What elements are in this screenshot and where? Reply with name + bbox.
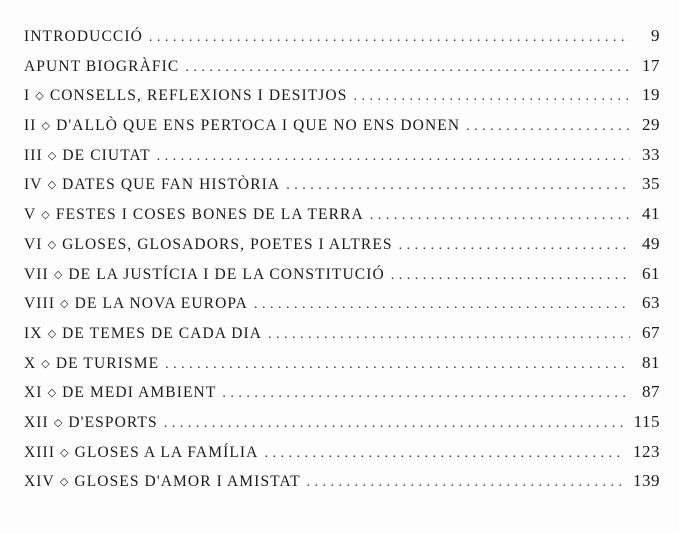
toc-entry-title [24,295,248,313]
chapter-title: DE CIUTAT [62,146,151,164]
toc-entry-title [24,87,347,105]
chapter-title: APUNT BIOGRÀFIC [24,57,180,75]
chapter-number: VIII [24,295,56,313]
toc-entry-title [24,117,460,135]
page-number: 9 [651,26,660,45]
toc-entry-title [24,58,179,76]
chapter-title: DE TEMES DE CADA DIA [62,324,263,342]
toc-entry [24,204,660,234]
page-number: 67 [642,322,660,342]
toc-entry-title [24,206,364,224]
diamond-separator-icon: ◇ [60,298,70,311]
toc-entry-title [24,147,151,165]
dot-leader [391,268,630,284]
chapter-title: GLOSES A LA FAMÍLIA [74,443,259,461]
diamond-separator-icon: ◇ [41,357,51,370]
toc-entry [24,382,660,412]
toc-entry [24,471,660,501]
toc-entry [24,174,660,204]
dot-leader [164,416,626,432]
toc-entry-title [24,414,158,432]
chapter-number: XI [24,384,43,402]
page-number: 81 [642,352,660,372]
chapter-title: INTRODUCCIÓ [24,28,143,45]
page-number: 63 [642,293,660,313]
toc-entry [24,234,660,264]
toc-entry [24,293,660,323]
dot-leader [165,357,630,373]
toc-entry [24,264,660,294]
dot-leader [185,60,630,76]
dot-leader [264,446,625,462]
diamond-separator-icon: ◇ [53,268,64,281]
toc-entry-title [24,444,258,462]
toc-entry [24,85,660,115]
toc-entry-title [24,236,393,254]
dot-leader [268,327,630,343]
diamond-separator-icon: ◇ [53,416,64,429]
diamond-separator-icon: ◇ [47,238,58,251]
diamond-separator-icon: ◇ [47,387,58,400]
chapter-title: DE LA NOVA EUROPA [74,295,248,313]
chapter-title: CONSELLS, REFLEXIONS I DESITJOS [49,87,348,105]
chapter-title: DATES QUE FAN HISTÒRIA [62,176,281,194]
dot-leader [222,386,630,402]
dot-leader [466,119,630,135]
toc-entry [24,115,660,145]
toc-entry-title [24,266,385,284]
chapter-number: VI [24,235,43,253]
page-number: 35 [642,174,660,194]
page-number: 123 [633,441,660,461]
page-number: 29 [642,115,660,135]
page-number: 115 [633,411,660,431]
toc-entry-title [24,384,216,402]
diamond-separator-icon: ◇ [59,476,70,489]
page-number: 61 [642,263,660,283]
chapter-number: V [24,206,37,224]
chapter-title: FESTES I COSES BONES DE LA TERRA [55,206,364,224]
toc-entry-title [24,176,280,194]
chapter-title: DE TURISME [55,354,160,372]
chapter-title: GLOSES D'AMOR I AMISTAT [74,473,301,491]
chapter-number: XIV [24,473,55,491]
page-number: 17 [642,55,660,75]
table-of-contents [24,26,660,501]
chapter-title: DE LA JUSTÍCIA I DE LA CONSTITUCIÓ [68,265,385,283]
page-number: 139 [633,471,660,491]
dot-leader [149,30,630,46]
chapter-number: I [24,87,31,105]
chapter-title: D'ESPORTS [68,413,158,431]
toc-entry [24,56,660,86]
chapter-number: III [24,146,43,164]
diamond-separator-icon: ◇ [60,446,70,459]
page-number: 19 [642,85,660,105]
toc-entry [24,323,660,353]
diamond-separator-icon: ◇ [41,209,51,222]
diamond-separator-icon: ◇ [47,149,58,162]
dot-leader [399,238,630,254]
diamond-separator-icon: ◇ [35,90,45,103]
toc-entry-title [24,325,262,343]
chapter-number: IX [24,324,43,342]
diamond-separator-icon: ◇ [41,120,52,133]
chapter-number: X [24,354,37,372]
chapter-number: XII [24,413,49,431]
toc-entry [24,353,660,383]
chapter-title: DE MEDI AMBIENT [62,384,217,402]
toc-entry-title [24,355,159,373]
chapter-number: VII [24,265,49,283]
chapter-title: GLOSES, GLOSADORS, POETES I ALTRES [62,235,393,253]
page-number: 33 [642,144,660,164]
dot-leader [254,297,630,313]
diamond-separator-icon: ◇ [47,327,58,340]
page-number: 87 [642,382,660,402]
page-number: 49 [642,233,660,253]
dot-leader [370,208,630,224]
diamond-separator-icon: ◇ [47,179,58,192]
dot-leader [307,475,625,491]
toc-entry [24,412,660,442]
toc-entry-title [24,28,143,46]
chapter-number: XIII [24,443,56,461]
toc-entry-title [24,473,301,491]
dot-leader [286,178,630,194]
toc-entry [24,442,660,472]
dot-leader [157,149,630,165]
chapter-number: IV [24,176,43,194]
chapter-number: II [24,117,37,135]
dot-leader [353,89,630,105]
toc-entry [24,145,660,175]
chapter-title: D'ALLÒ QUE ENS PERTOCA I QUE NO ENS DONEN [56,117,461,135]
page-number: 41 [642,204,660,224]
toc-entry [24,26,660,56]
